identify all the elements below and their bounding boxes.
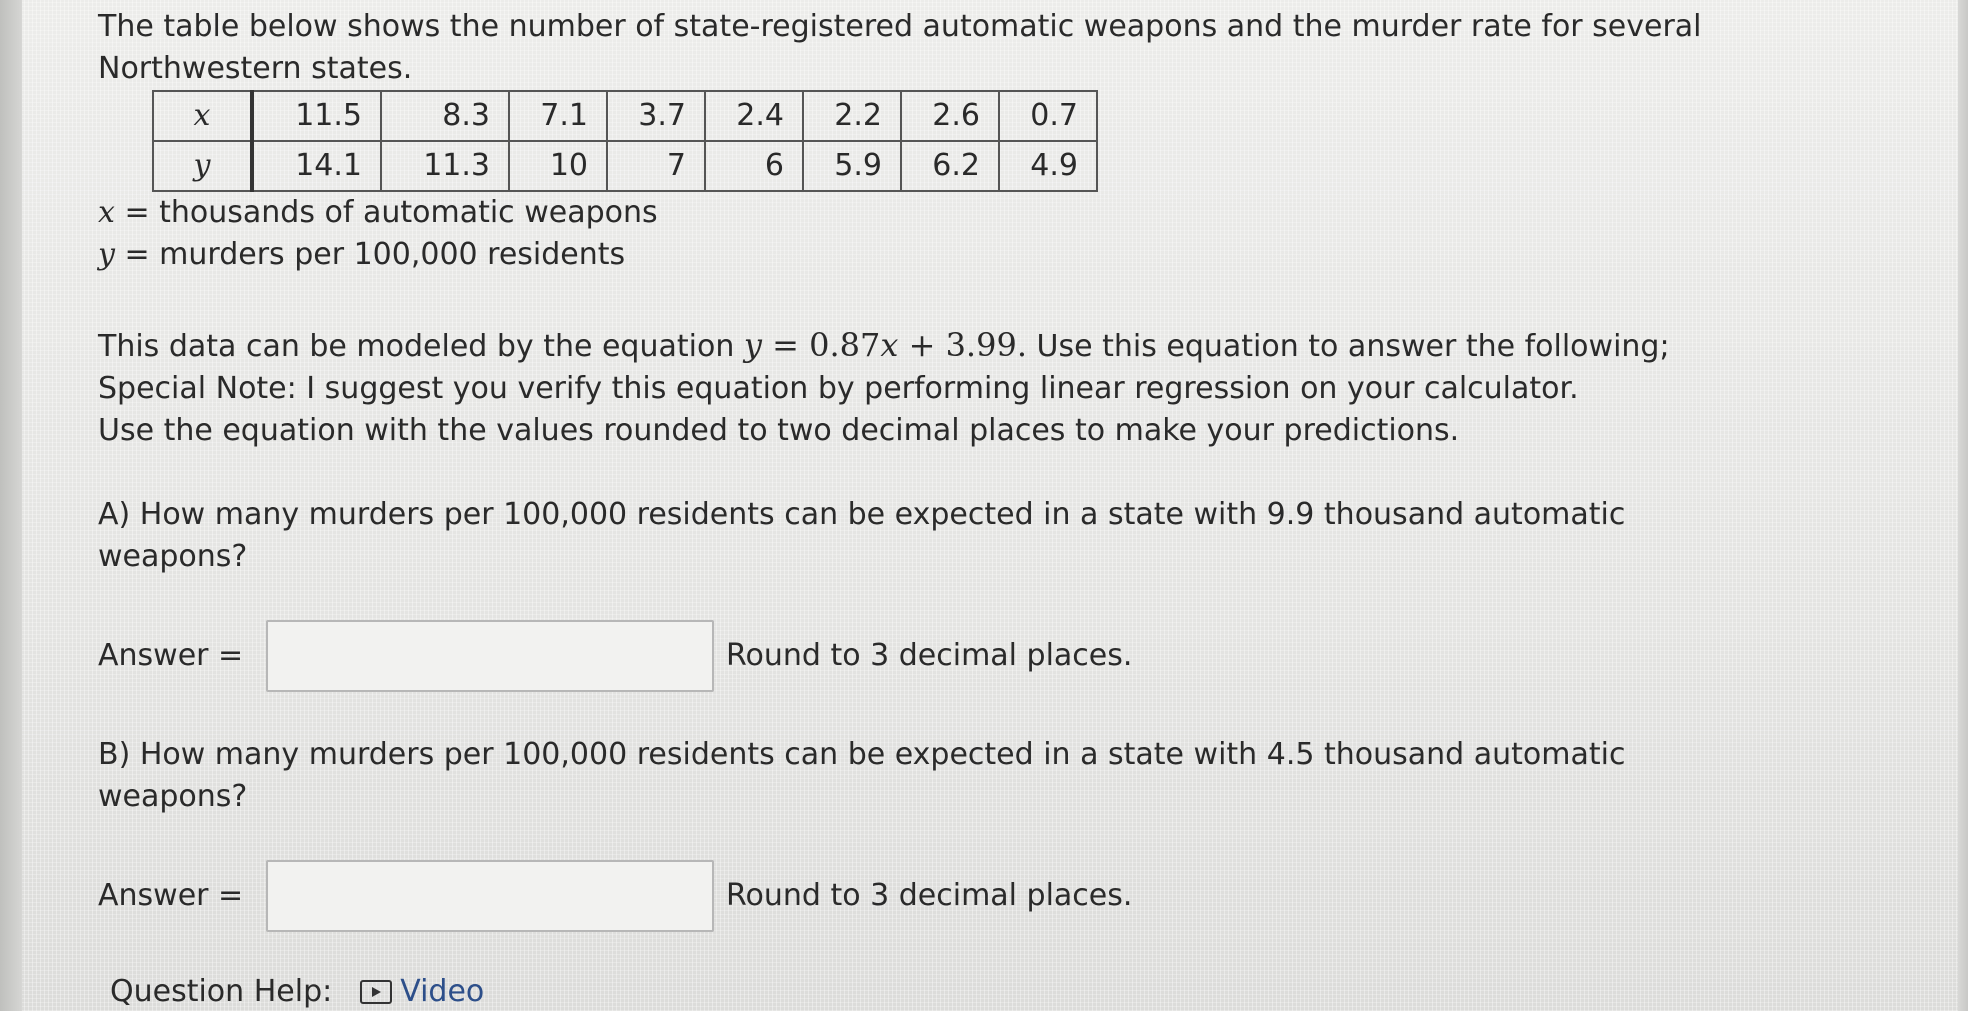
x-definition-text: = thousands of automatic weapons	[114, 195, 658, 230]
table-cell-x: 3.7	[607, 91, 705, 141]
y-definition-text: = murders per 100,000 residents	[114, 237, 626, 272]
screen-right-edge	[1958, 0, 1968, 1011]
data-table	[152, 90, 1098, 192]
model-equation	[744, 326, 1027, 364]
question-a	[98, 494, 1778, 692]
equation-x: x	[880, 326, 899, 364]
table-cell-x: 2.2	[803, 91, 901, 141]
x-variable: x	[98, 195, 115, 230]
answer-row-b	[98, 860, 1778, 932]
answer-label-b: Answer =	[98, 878, 244, 913]
question-content	[98, 6, 1878, 932]
intro-line-1: The table below shows the number of state-registered automatic weapons and the murder rate for several	[98, 9, 1702, 44]
table-cell-x: 0.7	[999, 91, 1097, 141]
question-b-text: B) How many murders per 100,000 residents can be expected in a state with 4.5 thousand automatic weapons?	[98, 737, 1626, 814]
table-cell-y: 11.3	[381, 141, 509, 191]
video-link[interactable]	[360, 974, 484, 1009]
intro-line-2: Northwestern states.	[98, 51, 413, 86]
model-line-1	[98, 324, 1878, 368]
y-definition	[98, 234, 1878, 276]
answer-label-a: Answer =	[98, 638, 244, 673]
equation-y: y	[743, 326, 762, 364]
screen-left-edge	[0, 0, 22, 1011]
table-cell-y: 14.1	[252, 141, 381, 191]
equation-end: + 3.99.	[898, 326, 1027, 364]
table-cell-x: 7.1	[509, 91, 607, 141]
table-cell-x: 2.6	[901, 91, 999, 141]
table-cell-y: 5.9	[803, 141, 901, 191]
table-cell-x: 11.5	[252, 91, 381, 141]
table-row-x	[153, 91, 1097, 141]
answer-input-b[interactable]	[266, 860, 714, 932]
answer-input-a[interactable]	[266, 620, 714, 692]
table-header-x: x	[153, 91, 252, 141]
question-help-label: Question Help:	[110, 974, 333, 1009]
play-icon	[360, 980, 392, 1004]
table-cell-x: 2.4	[705, 91, 803, 141]
question-b	[98, 734, 1778, 932]
equation-mid: = 0.87	[761, 326, 881, 364]
x-definition	[98, 192, 1878, 234]
round-note-b: Round to 3 decimal places.	[726, 878, 1133, 913]
model-section	[98, 324, 1878, 452]
model-prefix: This data can be modeled by the equation	[98, 329, 744, 364]
model-line-3: Use the equation with the values rounded to two decimal places to make your predictions.	[98, 413, 1460, 448]
table-header-y: y	[153, 141, 252, 191]
table-cell-y: 7	[607, 141, 705, 191]
table-row-y	[153, 141, 1097, 191]
question-help	[110, 974, 484, 1009]
model-line-2: Special Note: I suggest you verify this equation by performing linear regression on your calculator.	[98, 371, 1579, 406]
table-cell-y: 6	[705, 141, 803, 191]
table-cell-y: 4.9	[999, 141, 1097, 191]
question-a-text: A) How many murders per 100,000 residents can be expected in a state with 9.9 thousand automatic weapons?	[98, 497, 1626, 574]
table-cell-y: 10	[509, 141, 607, 191]
y-variable: y	[98, 237, 115, 272]
video-label: Video	[400, 974, 485, 1009]
intro-text	[98, 6, 1818, 90]
answer-row-a	[98, 620, 1778, 692]
table-cell-x: 8.3	[381, 91, 509, 141]
round-note-a: Round to 3 decimal places.	[726, 638, 1133, 673]
table-cell-y: 6.2	[901, 141, 999, 191]
model-suffix: Use this equation to answer the following;	[1026, 329, 1670, 364]
